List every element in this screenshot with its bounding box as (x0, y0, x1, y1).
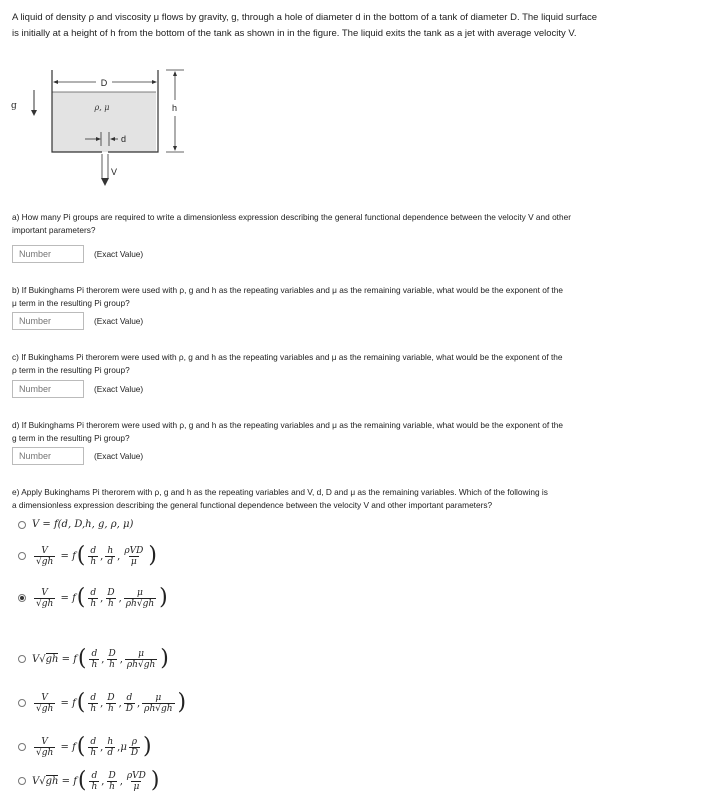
d-label: d (121, 134, 127, 144)
answer-b-exact-label: (Exact Value) (94, 316, 144, 326)
question-c-line-1: c) If Bukinghams Pi therorem were used with ρ, g and h as the repeating variables and μ as the remaining variable, what would be the exponent of the (12, 352, 563, 362)
answer-a-row (12, 245, 143, 263)
V-label: V (111, 167, 118, 177)
option-2-radio[interactable] (18, 552, 26, 560)
question-e-line-2: a dimensionless expression describing the general functional dependence between the velocity V and other important parameters? (12, 500, 493, 510)
question-e (12, 486, 632, 512)
question-b-line-1: b) If Bukinghams Pi therorem were used with ρ, g and h as the repeating variables and μ as the remaining variable, what would be the exponent of the (12, 285, 563, 295)
tank-figure (0, 60, 705, 190)
option-1-radio[interactable] (18, 521, 26, 529)
answer-d-input[interactable] (12, 447, 84, 465)
question-a-line-2: important parameters? (12, 225, 96, 235)
option-3-radio[interactable] (18, 594, 26, 602)
answer-a-input[interactable] (12, 245, 84, 263)
question-c-line-2: ρ term in the resulting Pi group? (12, 365, 130, 375)
answer-b-input[interactable] (12, 312, 84, 330)
rho-mu-label: ρ, μ (94, 103, 110, 112)
question-d-line-2: g term in the resulting Pi group? (12, 433, 130, 443)
D-arrowhead-left (53, 80, 58, 84)
answer-d-row (12, 447, 143, 465)
option-2[interactable]: $\frac{V}{√gh}$ = f ( $\frac{d}{h}$ , $\frac{h}{d}$ , $\frac{\text{ρVD}}{\mu}$ ) (18, 545, 158, 567)
option-5[interactable]: $\frac{V}{√gh}$ = f ( $\frac{d}{h}$ , $\frac{D}{h}$ , $\frac{d}{D}$ , $\frac{\mu}{\rho h√gh}$ ) (18, 692, 187, 714)
option-3[interactable]: $\frac{V}{√gh}$ = f ( $\frac{d}{h}$ , $\frac{D}{h}$ , $\frac{\mu}{\rho h√gh}$ ) (18, 587, 169, 609)
answer-d-exact-label: (Exact Value) (94, 451, 144, 461)
question-d-line-1: d) If Bukinghams Pi therorem were used with ρ, g and h as the repeating variables and μ as the remaining variable, what would be the exponent of the (12, 420, 563, 430)
option-1[interactable] (18, 519, 133, 530)
h-label: h (172, 103, 178, 113)
gravity-label: g (11, 101, 17, 111)
question-b-line-2: μ term in the resulting Pi group? (12, 298, 130, 308)
option-7[interactable]: V√gh = f ( $\frac{d}{h}$ , $\frac{D}{h}$ , $\frac{\text{ρVD}}{\mu}$ ) (18, 770, 160, 792)
intro-line-2: is initially at a height of h from the bottom of the tank as shown in in the figure. The liquid exits the tank as a jet with average velocity V. (12, 28, 577, 39)
answer-c-row (12, 380, 143, 398)
option-5-radio[interactable] (18, 699, 26, 707)
answer-c-exact-label: (Exact Value) (94, 384, 144, 394)
answer-b-row (12, 312, 143, 330)
D-label: D (100, 78, 108, 88)
question-e-line-1: e) Apply Bukinghams Pi therorem with ρ, g and h as the repeating variables and V, d, D and μ as the remaining variables. Which of the following is (12, 487, 548, 497)
option-6-radio[interactable] (18, 743, 26, 751)
option-7-radio[interactable] (18, 777, 26, 785)
problem-statement (12, 10, 652, 42)
option-1-equation: V = f(d, D,h, g, ρ, μ) (32, 519, 134, 530)
gravity-arrowhead (31, 110, 37, 116)
question-c (12, 351, 632, 377)
option-2-lhs: $\frac{V}{√gh}$ (36, 545, 54, 567)
jet-arrowhead (101, 178, 109, 186)
question-b (12, 284, 632, 310)
h-arrowhead-top (173, 71, 177, 76)
answer-c-input[interactable] (12, 380, 84, 398)
h-arrowhead-bottom (173, 146, 177, 151)
liquid (52, 92, 156, 152)
question-d (12, 419, 632, 445)
answer-a-exact-label: (Exact Value) (94, 249, 144, 259)
question-a-line-1: a) How many Pi groups are required to write a dimensionless expression describing the general functional dependence between the velocity V and other (12, 212, 571, 222)
option-4[interactable]: V√gh = f ( $\frac{d}{h}$ , $\frac{D}{h}$ , $\frac{\mu}{\rho h√gh}$ ) (18, 648, 170, 670)
intro-line-1: A liquid of density ρ and viscosity μ flows by gravity, g, through a hole of diameter d in the bottom of a tank of diameter D. The liquid surface (12, 12, 598, 23)
option-6[interactable]: $\frac{V}{√gh}$ = f ( $\frac{d}{h}$ , $\frac{h}{d}$ , μ $\frac{\rho}{D}$ ) (18, 736, 153, 758)
D-arrowhead-right (152, 80, 157, 84)
option-4-radio[interactable] (18, 655, 26, 663)
question-a (12, 211, 632, 237)
